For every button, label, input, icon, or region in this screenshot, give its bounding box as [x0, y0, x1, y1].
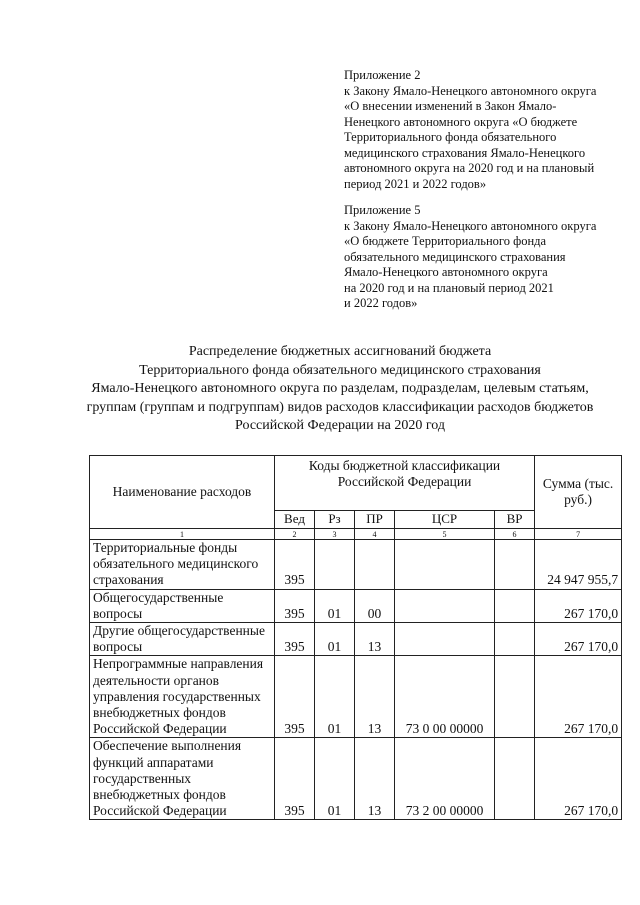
row-vr	[495, 589, 535, 622]
row-sum: 267 170,0	[535, 738, 622, 820]
appendix-5-line: обязательного медицинского страхования	[344, 249, 566, 264]
row-csr	[395, 589, 495, 622]
col-number: 3	[315, 529, 355, 540]
row-name: Общегосударственные вопросы	[90, 589, 275, 622]
row-pr: 13	[355, 623, 395, 656]
row-ved: 395	[275, 589, 315, 622]
header-vr: ВР	[495, 511, 535, 529]
row-sum: 267 170,0	[535, 623, 622, 656]
appendix-5-line: «О бюджете Территориального фонда	[344, 234, 547, 248]
row-ved: 395	[275, 623, 315, 656]
appendix-5-line: и 2022 годов»	[344, 296, 418, 310]
header-csr: ЦСР	[395, 511, 495, 529]
row-ved: 395	[275, 738, 315, 820]
title-line: группам (группам и подгруппам) видов расходов классификации расходов бюджетов	[86, 399, 594, 415]
appendix-2-line: медицинского страхования Ямало-Ненецкого	[344, 145, 586, 160]
row-ved: 395	[275, 540, 315, 590]
appendix-2-line: период 2021 и 2022 годов»	[344, 176, 487, 191]
appendix-2-line: Территориального фонда обязательного	[344, 130, 557, 144]
table-row	[90, 589, 622, 622]
header-pr: ПР	[355, 511, 395, 529]
header-sum: Сумма (тыс. руб.)	[535, 456, 622, 529]
col-number: 6	[495, 529, 535, 540]
col-number: 1	[90, 529, 275, 540]
table-row	[90, 738, 622, 820]
row-sum: 24 947 955,7	[535, 540, 622, 590]
appendix-5-line: Ямало-Ненецкого автономного округа	[344, 265, 548, 279]
appendix-2-line: Приложение 2	[344, 68, 421, 82]
appendix-5-line: к Закону Ямало-Ненецкого автономного округа	[344, 218, 597, 233]
appendix-5-header	[344, 203, 634, 312]
title-line: Территориального фонда обязательного медицинского страхования	[139, 362, 541, 378]
row-name: Непрограммные направления деятельности органов управления государственных внебюджетных фондов Российской Федерации	[90, 656, 275, 738]
title-line: Ямало-Ненецкого автономного округа по разделам, подразделам, целевым статьям,	[91, 381, 589, 396]
row-vr	[495, 540, 535, 590]
appendix-2-line: к Закону Ямало-Ненецкого автономного округа	[344, 83, 597, 98]
title-line: Распределение бюджетных ассигнований бюджета	[188, 344, 492, 359]
appendix-2-line: Ненецкого автономного округа «О бюджете	[344, 114, 578, 129]
row-vr	[495, 656, 535, 738]
row-ved: 395	[275, 656, 315, 738]
row-pr: 13	[355, 656, 395, 738]
row-rz	[315, 540, 355, 590]
row-csr: 73 0 00 00000	[395, 656, 495, 738]
table-row	[90, 623, 622, 656]
header-codes: Коды бюджетной классификации Российской Федерации	[275, 456, 535, 511]
row-vr	[495, 623, 535, 656]
row-pr	[355, 540, 395, 590]
row-sum: 267 170,0	[535, 589, 622, 622]
row-rz: 01	[315, 623, 355, 656]
appendix-2-line: автономного округа на 2020 год и на плановый	[344, 161, 595, 175]
row-csr	[395, 540, 495, 590]
row-pr: 00	[355, 589, 395, 622]
row-name: Территориальные фонды обязательного медицинского страхования	[90, 540, 275, 590]
table-row	[90, 656, 622, 738]
appendix-5-line: Приложение 5	[344, 203, 421, 217]
document-title	[60, 343, 620, 436]
table-row	[90, 540, 622, 590]
row-sum: 267 170,0	[535, 656, 622, 738]
appendix-2-header	[344, 68, 634, 192]
row-pr: 13	[355, 738, 395, 820]
row-rz: 01	[315, 738, 355, 820]
appendix-2-line: «О внесении изменений в Закон Ямало-	[344, 99, 557, 113]
budget-table	[89, 455, 622, 820]
header-rz: Рз	[315, 511, 355, 529]
row-csr: 73 2 00 00000	[395, 738, 495, 820]
row-rz: 01	[315, 656, 355, 738]
header-ved: Вед	[275, 511, 315, 529]
row-name: Другие общегосударственные вопросы	[90, 623, 275, 656]
row-name: Обеспечение выполнения функций аппаратами государственных внебюджетных фондов Российской Федерации	[90, 738, 275, 820]
title-line: Российской Федерации на 2020 год	[235, 418, 445, 433]
header-name: Наименование расходов	[90, 456, 275, 529]
row-csr	[395, 623, 495, 656]
col-number: 5	[395, 529, 495, 540]
appendix-5-line: на 2020 год и на плановый период 2021	[344, 280, 554, 295]
col-number: 2	[275, 529, 315, 540]
col-number: 7	[535, 529, 622, 540]
row-vr	[495, 738, 535, 820]
row-rz: 01	[315, 589, 355, 622]
col-number: 4	[355, 529, 395, 540]
